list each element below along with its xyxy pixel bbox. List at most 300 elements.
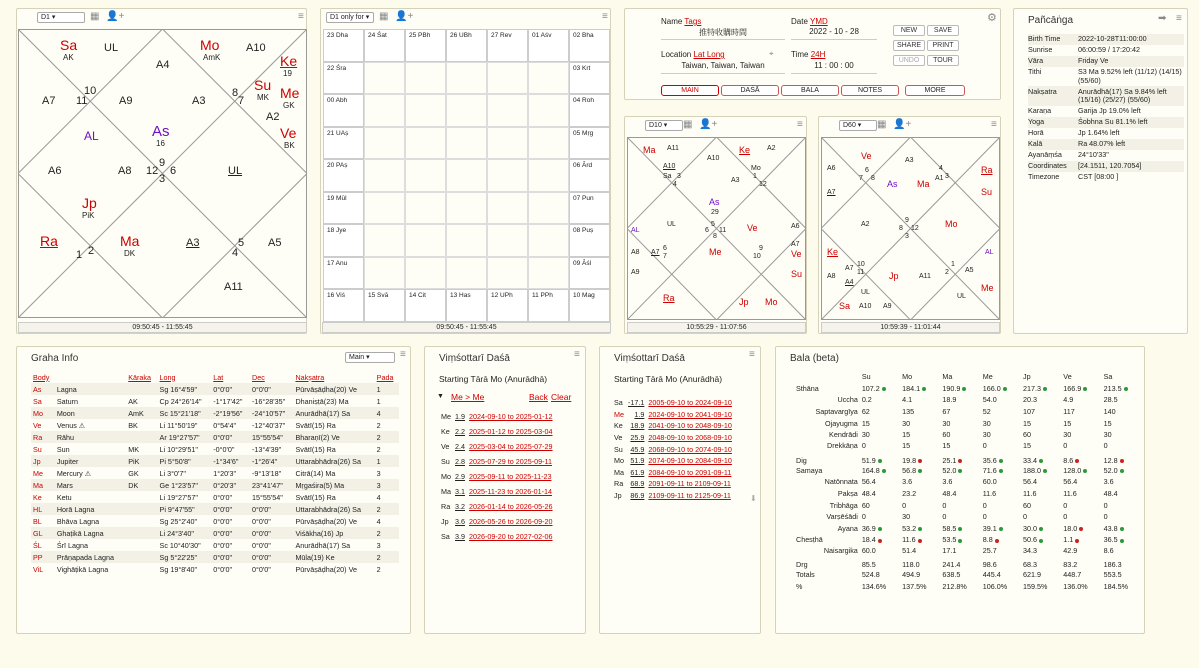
graha-cell: Jp (33, 456, 41, 466)
bala-value: 553.5 (1103, 570, 1122, 580)
tab-dasa[interactable]: DAŚĀ (721, 85, 779, 96)
dasa-row[interactable] (439, 469, 555, 484)
dasa-row[interactable] (612, 420, 734, 432)
nakshatra-cell[interactable] (569, 192, 610, 225)
nakshatra-label: 16 Viś (327, 292, 345, 300)
graha-cell: Ra (33, 432, 43, 442)
dasa-row[interactable] (612, 432, 734, 444)
panchanga-value: Jp 1.64% left (1078, 128, 1120, 138)
24h-link[interactable]: 24H (810, 50, 826, 59)
dasa-row[interactable] (439, 454, 555, 469)
panchanga-panel (1013, 8, 1188, 334)
graha-cell: 4 (376, 492, 381, 502)
nakshatra-cell[interactable] (569, 289, 610, 322)
bala-cell (794, 546, 860, 558)
nakshatra-inner-cell (487, 127, 528, 160)
name-input[interactable]: 推特收購時間 (661, 27, 785, 40)
nakshatra-cell[interactable] (323, 29, 364, 62)
bala-cell (860, 569, 900, 581)
dasa-cell: 1.9 (455, 412, 465, 421)
bala-value: 15 (902, 430, 911, 440)
bala-cell (860, 534, 900, 546)
nakshatra-cell[interactable] (487, 289, 528, 322)
dasa-row[interactable] (439, 499, 555, 514)
bala-cell (1102, 523, 1142, 535)
dasa-cell: Ra (441, 502, 451, 511)
dasa-cell: 18.9 (630, 421, 645, 431)
bala-value: 43.8 (1103, 523, 1118, 533)
graha-row[interactable] (31, 515, 399, 527)
graha-header[interactable]: Lat (213, 372, 224, 382)
bala-cell (794, 406, 860, 418)
nakshatra-label: 13 Has (450, 292, 471, 300)
nakshatra-cell[interactable] (569, 62, 610, 95)
bala-cell (940, 546, 980, 558)
drag-handle-icon[interactable]: ≡ (797, 119, 803, 130)
bala-row (794, 465, 1142, 477)
bala-cell (794, 534, 860, 546)
drag-handle-icon[interactable]: ≡ (602, 11, 608, 22)
bala-row (794, 453, 1142, 465)
status-dot-icon (1039, 459, 1043, 463)
graha-row[interactable] (31, 551, 399, 563)
graha-cell: 3 (376, 468, 381, 478)
graha-row[interactable] (31, 491, 399, 503)
bala-cell (940, 581, 980, 593)
bala-value: 30 (861, 430, 870, 440)
grid-icon[interactable]: ▦ (90, 11, 100, 22)
panchanga-row (1028, 128, 1184, 139)
bala-row (794, 581, 1142, 593)
panchanga-row (1028, 56, 1184, 67)
graha-cell: Pūrvāṣāḍha(20) Ve (295, 564, 357, 574)
nakshatra-cell[interactable] (569, 257, 610, 290)
tab-main[interactable]: MAIN (661, 85, 719, 96)
status-dot-icon (999, 459, 1003, 463)
graha-cell: Li 3°0'7" (159, 468, 186, 478)
graha-row[interactable] (31, 407, 399, 419)
panchanga-row (1028, 86, 1184, 106)
bala-row (794, 546, 1142, 558)
dasa-cell: 3.9 (455, 532, 465, 541)
graha-header[interactable]: Dec (252, 372, 265, 382)
dasa-cell: 2025-07-29 to 2025-09-11 (469, 457, 552, 466)
bala-value: 30 (1063, 430, 1072, 440)
dasa-cell: Jp (614, 491, 622, 501)
graha-cell: 0°0'0" (213, 432, 233, 442)
dasa-row[interactable] (439, 409, 555, 424)
bala-row (794, 406, 1142, 418)
add-user-icon[interactable]: 👤+ (395, 11, 414, 22)
bala-value: Ayana (837, 523, 858, 533)
drag-handle-icon[interactable]: ≡ (298, 11, 304, 22)
bala-cell (1021, 476, 1061, 488)
dasa-row[interactable] (439, 514, 555, 529)
nakshatra-cell[interactable] (323, 159, 364, 192)
nakshatra-cell[interactable] (569, 29, 610, 62)
bala-cell (1061, 406, 1101, 418)
dasa-cell: Mo (441, 472, 451, 481)
graha-header[interactable]: Long (159, 372, 176, 382)
nakshatra-inner-cell (364, 257, 405, 290)
graha-header[interactable] (55, 371, 126, 383)
add-user-icon[interactable]: 👤+ (699, 119, 718, 130)
nakshatra-label: 26 UBh (450, 32, 472, 39)
graha-row[interactable] (31, 539, 399, 551)
nakshatra-cell[interactable] (569, 127, 610, 160)
dasa-cell: 2024-09-10 to 2041-09-10 (648, 409, 732, 419)
bala-value: Drg (796, 559, 808, 569)
graha-cell: PiK (128, 456, 140, 466)
nakshatra-cell[interactable] (323, 192, 364, 225)
panchanga-key: Karaṇa (1028, 106, 1052, 116)
bala-value: 30 (942, 418, 951, 428)
d1-table-select[interactable]: D1 only for ▾ (326, 12, 374, 23)
nakshatra-cell[interactable] (487, 29, 528, 62)
location-input[interactable]: Taiwan, Taiwan, Taiwan (661, 61, 785, 74)
drag-handle-icon[interactable]: ≡ (749, 349, 755, 360)
bala-cell (900, 534, 940, 546)
graha-cell: 2 (376, 564, 381, 574)
bala-value: 98.6 (982, 559, 997, 569)
tab-notes[interactable]: NOTES (841, 85, 899, 96)
bala-value: 25.7 (982, 546, 997, 556)
bala-cell (1061, 394, 1101, 406)
graha-row[interactable] (31, 563, 399, 575)
bala-value: 83.2 (1063, 559, 1078, 569)
nakshatra-cell[interactable] (528, 289, 569, 322)
graha-view-select[interactable]: Main ▾ (345, 352, 395, 363)
bala-cell (981, 453, 1021, 465)
bala-value: 56.8 (902, 465, 917, 475)
bala-cell (981, 406, 1021, 418)
download-icon[interactable]: ⬇ (750, 494, 757, 503)
bala-cell (981, 429, 1021, 441)
panchanga-value: 24°10'33" (1078, 150, 1109, 160)
nakshatra-inner-cell (405, 224, 446, 257)
graha-row[interactable] (31, 455, 399, 467)
graha-row[interactable] (31, 383, 399, 395)
drag-handle-icon[interactable]: ≡ (1176, 13, 1182, 24)
graha-cell: 0°0'0" (213, 504, 233, 514)
save-button[interactable]: SAVE (927, 25, 959, 36)
dasa-cell: 2025-11-23 to 2026-01-14 (469, 487, 552, 496)
dasa-row[interactable] (439, 529, 555, 544)
gear-icon[interactable]: ⚙ (987, 12, 997, 24)
bala-value: 15 (1023, 440, 1031, 450)
nakshatra-inner-cell (364, 62, 405, 95)
bala-value: 166.9 (1063, 383, 1082, 393)
graha-row[interactable] (31, 395, 399, 407)
collapse-arrow-icon[interactable]: ▼ (437, 393, 444, 400)
bala-value: 56.4 (1063, 477, 1078, 487)
bala-value: 494.9 (902, 570, 921, 580)
graha-row[interactable] (31, 431, 399, 443)
dasa-cell: 2.8 (455, 457, 465, 466)
bala-cell (860, 557, 900, 569)
dasa-row[interactable] (439, 484, 555, 499)
graha-cell (126, 563, 157, 575)
bala-value: 0 (982, 512, 987, 522)
bala-cell (860, 383, 900, 395)
panchanga-key: Vāra (1028, 56, 1044, 66)
latlong-link[interactable]: Lat Long (693, 50, 725, 59)
dasa-row[interactable] (612, 490, 734, 502)
nakshatra-cell[interactable] (323, 224, 364, 257)
nakshatra-inner-cell (446, 192, 487, 225)
graha-header[interactable]: Nakṣatra (295, 372, 325, 382)
graha-cell: 0°0'0" (252, 528, 271, 538)
graha-cell: Cp 24°26'14" (159, 396, 202, 406)
graha-row[interactable] (31, 467, 399, 479)
bala-value: 18.9 (942, 395, 957, 405)
nakshatra-label: 10 Mag (573, 292, 595, 300)
bala-value: 48.4 (1103, 489, 1118, 499)
bala-cell (1021, 429, 1061, 441)
graha-row[interactable] (31, 443, 399, 455)
nakshatra-inner-cell (405, 94, 446, 127)
tab-bala[interactable]: BALA (781, 85, 839, 96)
back-link[interactable]: Back (529, 392, 548, 402)
bala-cell (1102, 546, 1142, 558)
bala-cell (794, 453, 860, 465)
grid-icon[interactable]: ▦ (877, 119, 887, 130)
clear-link[interactable]: Clear (551, 392, 572, 402)
bala-cell (1102, 383, 1142, 395)
d60-select[interactable]: D60 ▾ (839, 120, 877, 131)
nakshatra-cell[interactable] (528, 29, 569, 62)
time-input[interactable]: 11 : 00 : 00 (791, 61, 877, 74)
nakshatra-cell[interactable] (446, 289, 487, 322)
nakshatra-label: 20 PAṣ (327, 162, 348, 170)
graha-cell: 0°0'0" (252, 504, 271, 514)
panchanga-value: S3 Ma 9.52% left (11/12) (14/15) (55/60) (1078, 67, 1182, 85)
graha-row[interactable] (31, 419, 399, 431)
bala-value: 60 (861, 500, 870, 510)
bala-cell (1061, 534, 1101, 546)
bala-cell (981, 546, 1021, 558)
nakshatra-cell[interactable] (323, 127, 364, 160)
status-dot-icon (999, 469, 1003, 473)
dasa-row[interactable] (612, 443, 734, 455)
d60-time-range[interactable] (821, 322, 1000, 333)
nakshatra-label: 11 PPh (532, 292, 553, 300)
bala-cell (940, 534, 980, 546)
graha-cell: -9°13'18" (252, 468, 282, 478)
graha-cell: 0°0'0" (213, 552, 233, 562)
nakshatra-cell[interactable] (569, 94, 610, 127)
bala-cell (1021, 581, 1061, 593)
tags-link[interactable]: Tags (684, 17, 702, 26)
bala-cell (1021, 557, 1061, 569)
bala-value: 0 (1103, 440, 1108, 450)
location-target-icon[interactable]: ⌖ (769, 49, 774, 58)
graha-cell: Mercury ⚠ (56, 468, 92, 478)
graha-cell: Svātī(15) Ra (295, 420, 336, 430)
share-button[interactable]: SHARE (893, 40, 925, 51)
nakshatra-cell[interactable] (323, 62, 364, 95)
export-icon[interactable]: ➡ (1158, 13, 1167, 24)
nakshatra-cell[interactable] (364, 29, 405, 62)
graha-cell: 0°0'0" (252, 540, 271, 550)
bala-cell (860, 441, 900, 453)
graha-cell: Li 24°3'40" (159, 528, 194, 538)
bala-value: 30 (902, 512, 911, 522)
graha-row[interactable] (31, 479, 399, 491)
dasa-cell: 2026-01-14 to 2026-05-26 (469, 502, 553, 511)
nakshatra-cell[interactable] (569, 224, 610, 257)
d10-select[interactable]: D10 ▾ (645, 120, 683, 131)
bala-value: 20.3 (1023, 395, 1037, 405)
nakshatra-label: 23 Dha (327, 32, 348, 39)
nakshatra-label: 03 Krt (573, 64, 591, 72)
panchanga-key: Horā (1028, 128, 1044, 138)
dasa-row[interactable] (612, 478, 734, 490)
graha-table (31, 371, 399, 575)
bala-row (794, 383, 1142, 395)
bala-cell (900, 465, 940, 477)
dasa-row[interactable] (612, 455, 734, 467)
bala-value: 11.6 (1063, 489, 1077, 499)
status-dot-icon (918, 539, 922, 543)
nakshatra-label: 12 UPh (491, 292, 513, 300)
tab-more[interactable]: MORE (905, 85, 965, 96)
bala-value: 445.4 (982, 570, 1001, 580)
bala-value: 33.4 (1023, 455, 1037, 465)
graha-cell: Sg 19°8'40" (159, 564, 198, 574)
dasa-row[interactable] (439, 424, 555, 439)
nakshatra-cell[interactable] (569, 159, 610, 192)
bala-cell (1061, 511, 1101, 523)
dasa-row[interactable] (612, 409, 734, 421)
d1-time-range[interactable] (18, 322, 307, 333)
bala-cell (1061, 581, 1101, 593)
graha-cell: -1°26'4" (252, 456, 278, 466)
add-user-icon[interactable]: 👤+ (893, 119, 912, 130)
dasa-cell: 1.9 (634, 409, 645, 419)
print-button[interactable]: PRINT (927, 40, 959, 51)
graha-cell: 1 (376, 396, 381, 406)
graha-cell: Sg 25°2'40" (159, 516, 198, 526)
graha-cell: Sun (56, 444, 70, 454)
nakshatra-cell[interactable] (323, 289, 364, 322)
bala-value: Kendrādi (829, 430, 858, 440)
bala-cell (1061, 499, 1101, 511)
bala-value: 62 (861, 407, 870, 417)
nakshatra-label: 06 Ārd (573, 162, 593, 170)
tour-button[interactable]: TOUR (927, 55, 959, 66)
bala-cell (1021, 394, 1061, 406)
dasa-cell: 2025-03-04 to 2025-07-29 (469, 442, 553, 451)
bala-cell (794, 441, 860, 453)
nakshatra-cell[interactable] (405, 29, 446, 62)
bala-cell (900, 523, 940, 535)
dasa-panel-2 (599, 346, 761, 634)
nakshatra-cell[interactable] (323, 94, 364, 127)
dasa1-nav-link[interactable]: Me > Me (451, 392, 485, 402)
bala-value: 166.0 (982, 383, 1001, 393)
panchanga-key: Kalā (1028, 139, 1043, 149)
panchanga-row (1028, 139, 1184, 150)
status-dot-icon (1120, 539, 1124, 543)
date-input[interactable]: 2022 - 10 - 28 (791, 27, 877, 40)
bala-cell (860, 488, 900, 500)
bala-value: 60 (942, 430, 951, 440)
ymd-link[interactable]: YMD (809, 17, 828, 26)
nakshatra-inner-cell (528, 94, 569, 127)
grid-icon[interactable]: ▦ (379, 11, 389, 22)
graha-cell: 4 (376, 516, 381, 526)
bala-cell (860, 476, 900, 488)
bala-header (794, 371, 860, 383)
bala-value: Naisargika (823, 546, 858, 556)
graha-cell (126, 527, 157, 539)
d1-table-time-range[interactable] (322, 322, 611, 333)
nakshatra-label: 21 UAṣ (327, 129, 349, 137)
graha-row[interactable] (31, 527, 399, 539)
nakshatra-cell[interactable] (364, 289, 405, 322)
graha-row[interactable] (31, 503, 399, 515)
graha-cell: -24°10'57" (252, 408, 286, 418)
drag-handle-icon[interactable]: ≡ (400, 349, 406, 360)
bala-value: 0 (1063, 512, 1068, 522)
dasa-cell: Sa (614, 398, 623, 408)
bala-cell (900, 394, 940, 406)
dasa-row[interactable] (439, 439, 555, 454)
bala-value: 117 (1063, 407, 1075, 417)
bala-cell (1021, 406, 1061, 418)
status-dot-icon (1075, 459, 1079, 463)
bala-value: 0 (982, 500, 987, 510)
graha-cell: Vighāṭikā Lagna (56, 564, 109, 574)
nakshatra-label: 22 Śra (327, 64, 347, 72)
graha-header[interactable]: Kāraka (128, 372, 152, 382)
bala-cell (900, 417, 940, 429)
bala-table (794, 371, 1142, 592)
nakshatra-cell[interactable] (405, 289, 446, 322)
bala-value: Sthāna (796, 383, 819, 393)
graha-header[interactable]: Body (33, 372, 50, 382)
graha-cell: -0°0'0" (213, 444, 235, 454)
dasa-row[interactable] (612, 397, 734, 409)
undo-button[interactable]: UNDO (893, 55, 925, 66)
bala-value: 8.6 (1103, 546, 1114, 556)
dasa-row[interactable] (612, 467, 734, 479)
status-dot-icon (1120, 459, 1124, 463)
status-dot-icon (958, 469, 962, 473)
bala-value: 136.0% (1063, 581, 1088, 591)
add-user-icon[interactable]: 👤+ (106, 11, 125, 22)
grid-icon[interactable]: ▦ (683, 119, 693, 130)
graha-cell: Pūrvāṣāḍha(20) Ve (295, 384, 357, 394)
d10-time-range[interactable] (627, 322, 806, 333)
bala-value: Uccha (837, 395, 858, 405)
nakshatra-cell[interactable] (323, 257, 364, 290)
drag-handle-icon[interactable]: ≡ (991, 119, 997, 130)
drag-handle-icon[interactable]: ≡ (574, 349, 580, 360)
new-button[interactable]: NEW (893, 25, 925, 36)
bala-cell (1061, 557, 1101, 569)
d1-chart-select[interactable]: D1 ▾ (37, 12, 85, 23)
bala-cell (940, 453, 980, 465)
nakshatra-inner-cell (405, 62, 446, 95)
graha-cell: Bhāva Lagna (56, 516, 100, 526)
panchanga-key: Birth Time (1028, 34, 1061, 44)
status-dot-icon (1083, 469, 1087, 473)
nakshatra-cell[interactable] (446, 29, 487, 62)
graha-header[interactable]: Pada (376, 372, 394, 382)
nakshatra-inner-cell (487, 192, 528, 225)
